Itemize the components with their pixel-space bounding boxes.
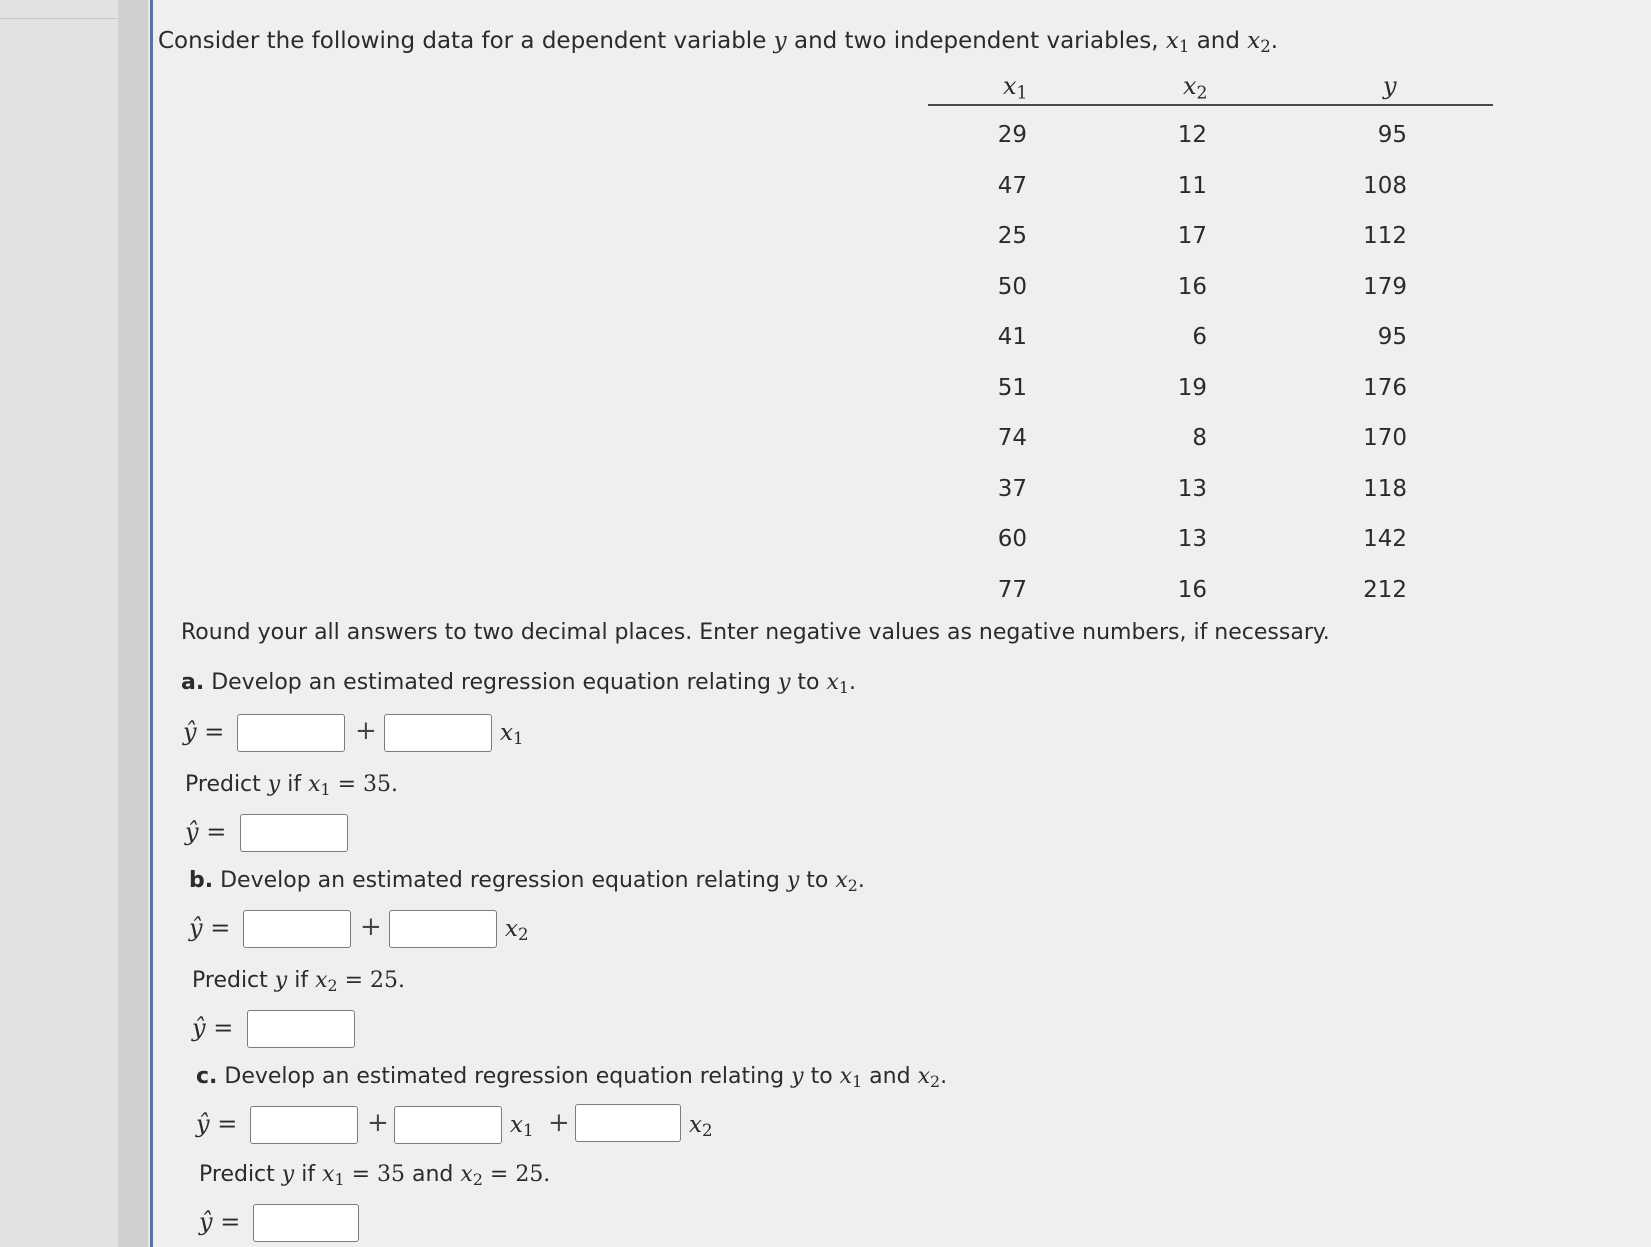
var-y: y [773,28,787,54]
table-cell: 60 [997,526,1027,552]
table-cell: 13 [1177,526,1207,552]
table-cell: 108 [1363,173,1407,199]
part-b-yhat: ŷ = [189,914,231,942]
x1-label: $x_1$ [510,1112,534,1141]
plus-sign: + [367,1108,389,1138]
intro-part: and [1196,28,1240,54]
table-cell: 142 [1363,526,1407,552]
instructions-text: Round your all answers to two decimal places. Enter negative values as negative numbers, if necessary. [181,620,1330,645]
part-c-predict-input[interactable] [253,1204,359,1242]
part-b-predict: Predict y if $x_2 = 25$. [192,968,405,995]
table-cell: 13 [1177,476,1207,502]
part-a-slope-input[interactable] [384,714,492,752]
x2-label: $x_2$ [505,916,529,945]
table-cell: 74 [997,425,1027,451]
part-b-predict-yhat: ŷ = [192,1014,234,1042]
part-b-prompt: b. Develop an estimated regression equation relating y to $x_2$. [189,868,865,895]
part-c-predict: Predict y if $x_1 = 35$ and $x_2 = 25$. [199,1162,551,1189]
part-a-yhat: ŷ = [183,718,225,746]
intro-part: Consider the following data for a dependent variable [158,28,767,54]
part-a-intercept-input[interactable] [237,714,345,752]
table-cell: 19 [1177,375,1207,401]
table-cell: 41 [997,324,1027,350]
plus-sign: + [355,716,377,746]
table-cell: 25 [997,223,1027,249]
table-cell: 11 [1177,173,1207,199]
var-x2: $x_2$ [1247,28,1271,57]
part-c-x1-coef-input[interactable] [394,1106,502,1144]
table-header-x1: $x_1$ [1003,72,1028,104]
part-a-predict-yhat: ŷ = [185,818,227,846]
table-cell: 47 [997,173,1027,199]
table-header-x2: $x_2$ [1183,72,1208,104]
intro-text: Consider the following data for a dependent variable y and two independent variables, $x_1$ and $x_2$. [158,28,1279,57]
table-cell: 6 [1192,324,1207,350]
table-cell: 95 [1377,122,1407,148]
part-c-predict-yhat: ŷ = [199,1208,241,1236]
part-c-intercept-input[interactable] [250,1106,358,1144]
table-cell: 16 [1177,274,1207,300]
table-header-rule [928,104,1493,106]
table-cell: 95 [1377,324,1407,350]
table-cell: 8 [1192,425,1207,451]
x2-label: $x_2$ [689,1112,713,1141]
table-cell: 112 [1363,223,1407,249]
table-cell: 29 [997,122,1027,148]
table-header-y: y [1383,72,1397,100]
part-b-predict-input[interactable] [247,1010,355,1048]
part-a-predict: Predict y if $x_1 = 35$. [185,772,398,799]
table-cell: 37 [997,476,1027,502]
intro-part: and two independent variables, [793,28,1159,54]
scrollbar-track[interactable] [118,0,148,1247]
table-cell: 170 [1363,425,1407,451]
table-cell: 51 [997,375,1027,401]
table-cell: 16 [1177,577,1207,603]
panel-accent-bar [150,0,153,1247]
part-b-slope-input[interactable] [389,910,497,948]
table-cell: 118 [1363,476,1407,502]
plus-sign: + [360,912,382,942]
part-c-prompt: c. Develop an estimated regression equation relating y to $x_1$ and $x_2$. [196,1064,948,1091]
part-c-x2-coef-input[interactable] [575,1104,681,1142]
plus-sign: + [548,1108,570,1138]
table-cell: 212 [1363,577,1407,603]
left-margin [0,0,118,1247]
part-c-yhat: ŷ = [196,1110,238,1138]
part-a-predict-input[interactable] [240,814,348,852]
part-b-intercept-input[interactable] [243,910,351,948]
table-cell: 77 [997,577,1027,603]
table-cell: 12 [1177,122,1207,148]
top-divider [0,18,118,19]
table-cell: 179 [1363,274,1407,300]
var-x1: $x_1$ [1165,28,1190,57]
x1-label: $x_1$ [500,720,524,749]
table-cell: 50 [997,274,1027,300]
part-a-prompt: a. Develop an estimated regression equation relating y to $x_1$. [181,670,856,697]
table-cell: 17 [1177,223,1207,249]
table-cell: 176 [1363,375,1407,401]
